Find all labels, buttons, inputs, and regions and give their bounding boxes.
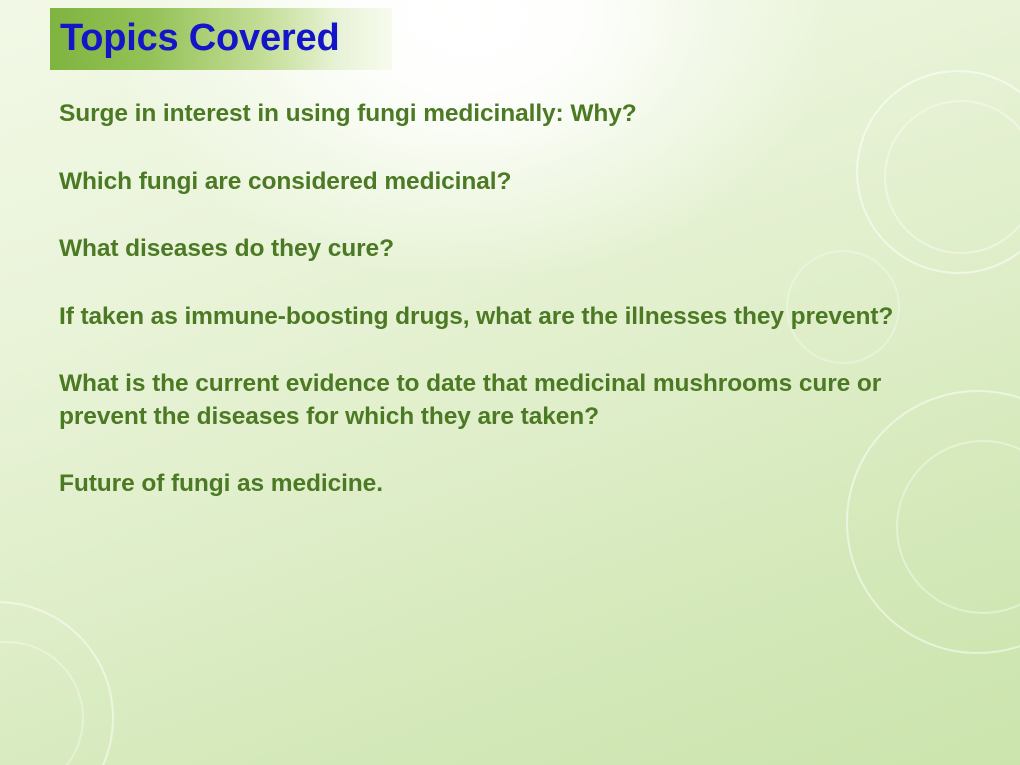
slide-title: Topics Covered	[60, 17, 340, 59]
bullet-item: Which fungi are considered medicinal?	[59, 167, 512, 195]
decorative-circle	[0, 641, 84, 765]
bullet-item: If taken as immune-boosting drugs, what are the illnesses they prevent?	[59, 302, 894, 330]
bullet-item: Future of fungi as medicine.	[59, 470, 383, 498]
bullet-item: Surge in interest in using fungi medicinally: Why?	[59, 100, 637, 127]
bullet-item: What diseases do they cure?	[59, 235, 394, 263]
bullet-item: What is the current evidence to date that medicinal mushrooms cure or prevent the diseases for which they are taken?	[59, 370, 882, 430]
decorative-circle	[0, 601, 114, 765]
slide-body	[59, 98, 979, 501]
